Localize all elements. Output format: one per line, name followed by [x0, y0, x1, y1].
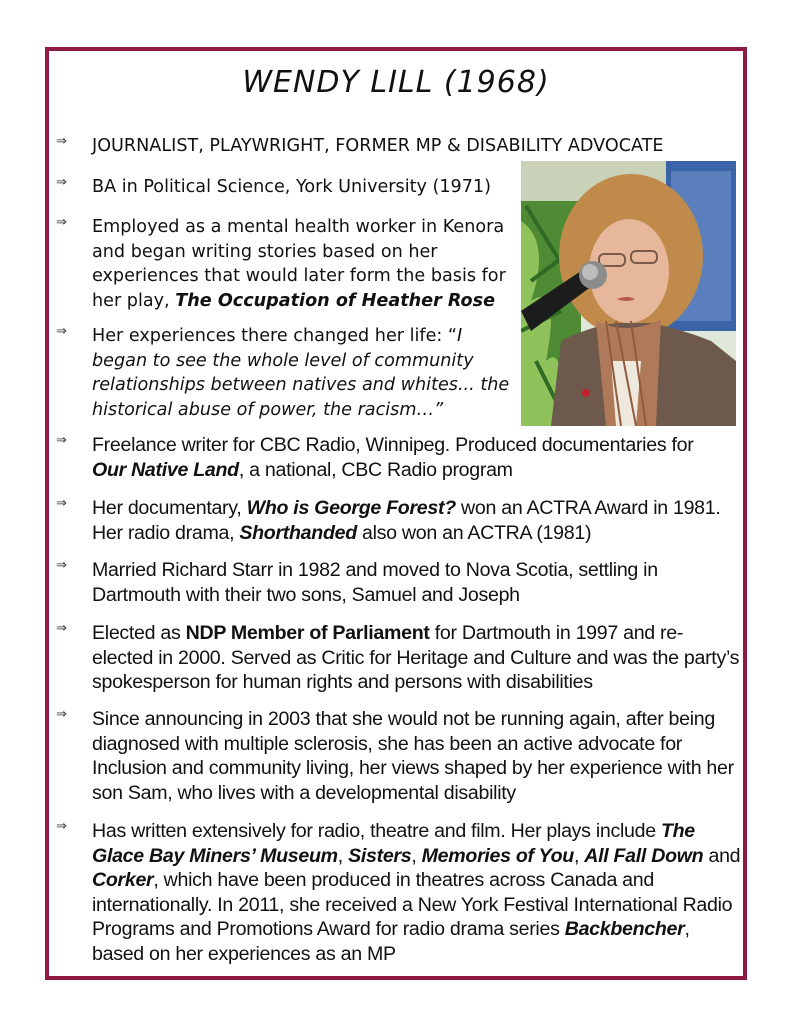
item-text — [92, 324, 512, 422]
item-text — [92, 819, 742, 966]
item-text-part: , — [573, 844, 585, 867]
item-text-part: Her documentary, — [92, 497, 247, 519]
play-title: All Fall Down — [584, 844, 704, 867]
documentary-title: Who is George Forest? — [246, 497, 456, 519]
arrow-right-icon: ⇒ — [56, 819, 67, 834]
program-title: Our Native Land — [92, 458, 239, 481]
item-text-part: , — [411, 844, 422, 867]
item-text-part: , which have been produced in theatres across Canada and internationally. In 2011, she received a New York Festival International Radio Programs and Promotions Award for radio drama series — [92, 869, 733, 940]
item-text-part: Freelance writer for CBC Radio, Winnipeg. Produced documentaries for — [92, 434, 694, 456]
arrow-right-icon: ⇒ — [56, 621, 67, 636]
play-title: Memories of You — [421, 844, 574, 867]
play-title: Sisters — [348, 844, 412, 867]
item-text-part: , a national, CBC Radio program — [238, 458, 513, 481]
portrait-photo-image — [521, 161, 736, 426]
arrow-right-icon: ⇒ — [56, 324, 67, 339]
item-text-part: won an ACTRA Award in 1981. Her radio drama, — [92, 497, 721, 544]
role-title: NDP Member of Parliament — [185, 622, 430, 644]
quote-text: I began to see the whole level of community relationships between natives and whites... the historical abuse of power, the racism…” — [92, 326, 510, 420]
item-text-part: Employed as a mental health worker in Kenora and began writing stories based on her experiences that would later form the basis for her play, — [92, 217, 506, 311]
item-text — [92, 707, 742, 805]
play-title: The Occupation of Heather Rose — [175, 290, 496, 311]
page-title: WENDY LILL (1968) — [242, 65, 550, 100]
portrait-photo — [521, 161, 736, 426]
arrow-right-icon: ⇒ — [56, 496, 67, 511]
item-text-part: , — [337, 844, 349, 867]
item-text-part: Elected as — [92, 622, 186, 644]
arrow-right-icon: ⇒ — [56, 558, 67, 573]
item-text-part: BA in Political Science, York University (1971) — [92, 177, 491, 197]
arrow-right-icon: ⇒ — [56, 134, 67, 149]
play-title: The Glace Bay Miners’ Museum — [92, 820, 695, 867]
arrow-right-icon: ⇒ — [56, 433, 67, 448]
item-text — [92, 433, 722, 482]
drama-title: Shorthanded — [239, 521, 357, 544]
item-text — [92, 215, 520, 313]
arrow-right-icon: ⇒ — [56, 175, 67, 190]
item-text-part: for Dartmouth in 1997 and re-elected in 2000. Served as Critic for Heritage and Culture and was the party’s spokesperson for human rights and persons with disabilities — [92, 622, 740, 693]
item-text-part: Has written extensively for radio, theatre and film. Her plays include — [92, 820, 661, 842]
item-text — [92, 621, 742, 695]
arrow-right-icon: ⇒ — [56, 215, 67, 230]
item-text — [92, 496, 732, 545]
series-title: Backbencher — [564, 918, 685, 940]
item-text-part: also won an ACTRA (1981) — [356, 521, 592, 544]
arrow-right-icon: ⇒ — [56, 707, 67, 722]
document-frame — [45, 47, 747, 980]
item-text-part: , based on her experiences as an MP — [92, 918, 690, 965]
item-text — [92, 134, 732, 159]
item-text-part: Her experiences there changed her life: “ — [92, 326, 458, 346]
item-text — [92, 175, 512, 200]
play-title: Corker — [92, 869, 154, 891]
item-text-part: JOURNALIST, PLAYWRIGHT, FORMER MP & DISABILITY ADVOCATE — [92, 136, 664, 156]
item-text-part: and — [703, 844, 741, 867]
item-text — [92, 558, 692, 607]
item-text-part: Since announcing in 2003 that she would not be running again, after being diagnosed with multiple sclerosis, she has been an active advocate for Inclusion and community living, her views shaped by her experience with her son Sam, who lives with a developmental disability — [92, 708, 734, 804]
item-text-part: Married Richard Starr in 1982 and moved to Nova Scotia, settling in Dartmouth with their two sons, Samuel and Joseph — [92, 559, 658, 606]
